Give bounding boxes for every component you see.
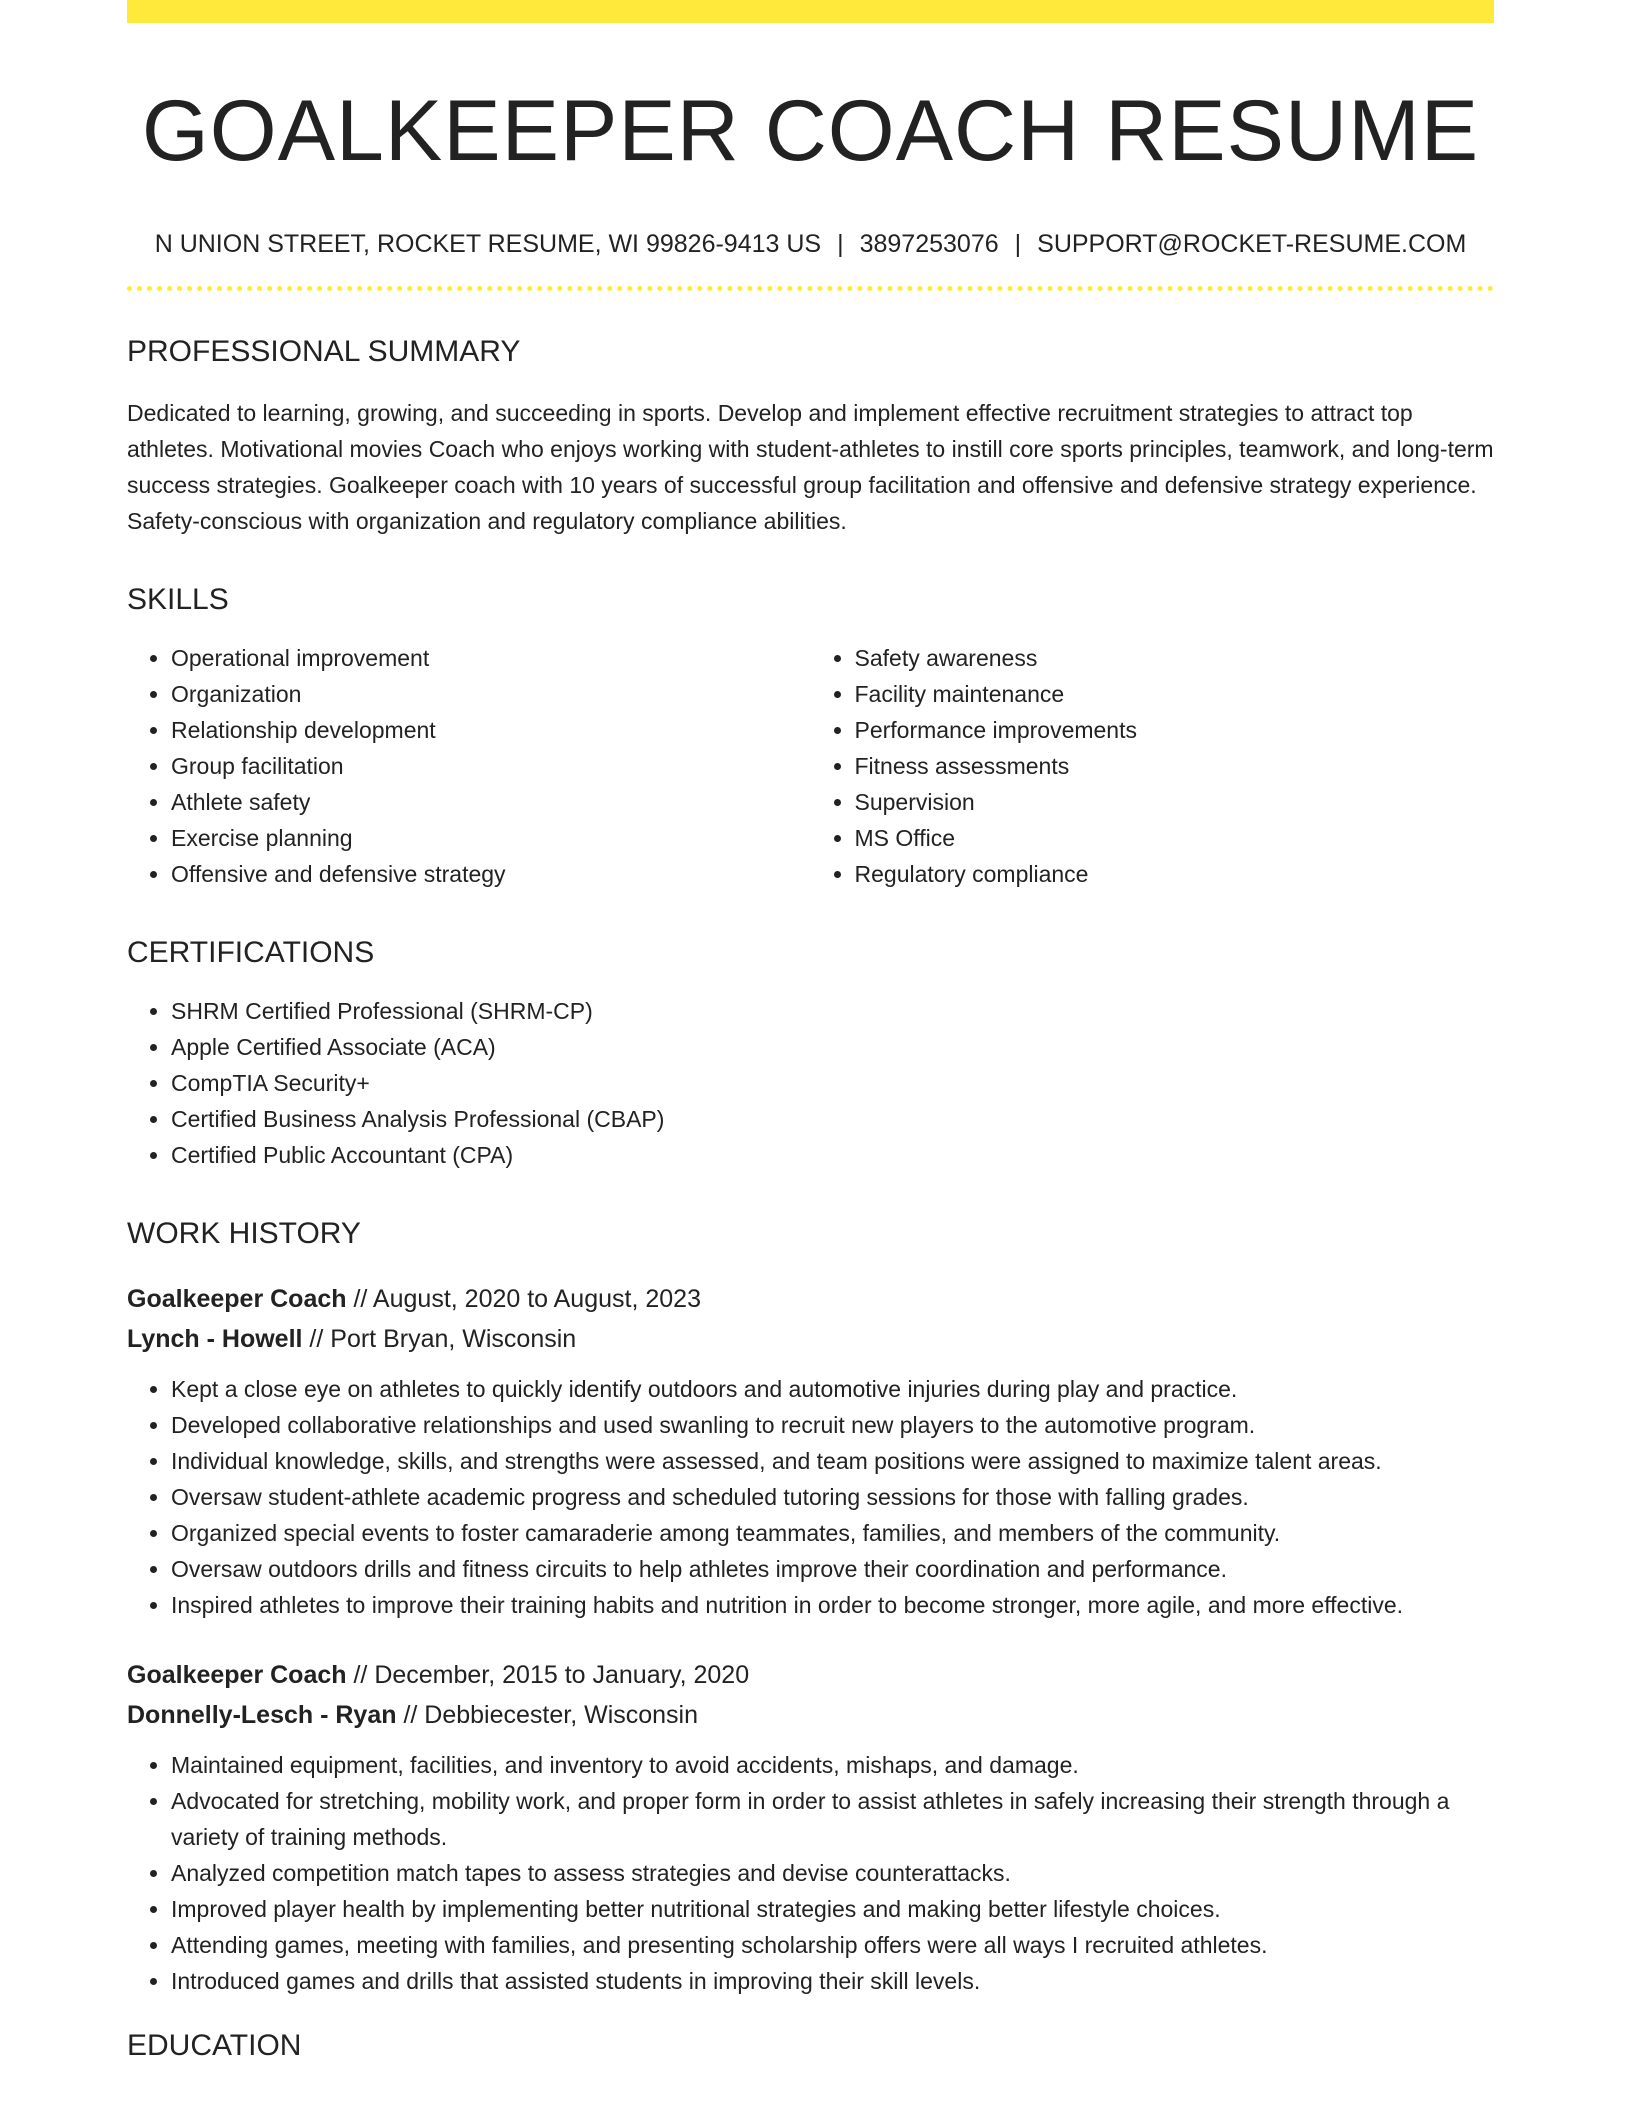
job-duty-item: • Attending games, meeting with families, and presenting scholarship offers were all ways I recruited athletes. <box>171 1927 1494 1963</box>
certification-item: • CompTIA Security+ <box>171 1065 1494 1101</box>
job-entry <box>127 1279 1494 1623</box>
resume-page <box>127 0 1494 2062</box>
skill-item: • Safety awareness <box>855 640 1495 676</box>
skill-item: • Supervision <box>855 784 1495 820</box>
education-heading: EDUCATION <box>127 2029 302 2063</box>
certification-item: • SHRM Certified Professional (SHRM-CP) <box>171 993 1494 1029</box>
skill-item: • Relationship development <box>171 712 811 748</box>
skill-item: • Group facilitation <box>171 748 811 784</box>
certifications-heading: CERTIFICATIONS <box>127 936 375 970</box>
job-duty-item: • Individual knowledge, skills, and strengths were assessed, and team positions were assigned to maximize talent areas. <box>171 1443 1494 1479</box>
skill-item: • Facility maintenance <box>855 676 1495 712</box>
job-entry <box>127 1655 1494 1999</box>
certification-item: • Certified Public Accountant (CPA) <box>171 1137 1494 1173</box>
job-duty-item: • Oversaw student-athlete academic progress and scheduled tutoring sessions for those with falling grades. <box>171 1479 1494 1515</box>
contact-separator: | <box>837 230 844 259</box>
job-duty-item: • Oversaw outdoors drills and fitness circuits to help athletes improve their coordination and performance. <box>171 1551 1494 1587</box>
job-location: // Port Bryan, Wisconsin <box>302 1325 577 1354</box>
job-dates: // August, 2020 to August, 2023 <box>346 1285 701 1314</box>
job-duty-item: • Introduced games and drills that assisted students in improving their skill levels. <box>171 1963 1494 1999</box>
job-position: Goalkeeper Coach <box>127 1661 347 1690</box>
contact-separator: | <box>1014 230 1022 259</box>
skill-item: • Fitness assessments <box>855 748 1495 784</box>
skills-list <box>127 640 1494 892</box>
skills-heading: SKILLS <box>127 583 229 617</box>
job-duty-item: • Organized special events to foster camaraderie among teammates, families, and members of the community. <box>171 1515 1494 1551</box>
certifications-list <box>127 993 1494 1173</box>
resume-title: GOALKEEPER COACH RESUME <box>141 83 1480 179</box>
job-dates: // December, 2015 to January, 2020 <box>346 1661 750 1690</box>
summary-heading: PROFESSIONAL SUMMARY <box>127 335 521 369</box>
contact-email: SUPPORT@ROCKET-RESUME.COM <box>1037 230 1467 259</box>
job-duty-item: • Developed collaborative relationships and used swanling to recruit new players to the automotive program. <box>171 1407 1494 1443</box>
skill-item: • MS Office <box>855 820 1495 856</box>
job-duty-item: • Kept a close eye on athletes to quickly identify outdoors and automotive injuries during play and practice. <box>171 1371 1494 1407</box>
job-company: Lynch - Howell <box>127 1325 303 1354</box>
skills-column-right <box>811 640 1495 892</box>
job-title-line <box>127 1655 1494 1695</box>
job-position: Goalkeeper Coach <box>127 1285 347 1314</box>
certification-item: • Certified Business Analysis Professional (CBAP) <box>171 1101 1494 1137</box>
skill-item: • Performance improvements <box>855 712 1495 748</box>
job-company: Donnelly-Lesch - Ryan <box>127 1701 397 1730</box>
job-duties <box>127 1371 1494 1623</box>
skill-item: • Operational improvement <box>171 640 811 676</box>
skill-item: • Exercise planning <box>171 820 811 856</box>
job-location: // Debbiecester, Wisconsin <box>396 1701 699 1730</box>
contact-address: N UNION STREET, ROCKET RESUME, WI 99826-9413 US <box>154 230 822 259</box>
job-duty-item: • Advocated for stretching, mobility work, and proper form in order to assist athletes in safely increasing their strength through a variety of training methods. <box>171 1783 1494 1855</box>
skill-item: • Offensive and defensive strategy <box>171 856 811 892</box>
skill-item: • Regulatory compliance <box>855 856 1495 892</box>
job-company-line <box>127 1319 1494 1359</box>
job-duty-item: • Analyzed competition match tapes to assess strategies and devise counterattacks. <box>171 1855 1494 1891</box>
contact-phone: 3897253076 <box>859 230 999 259</box>
job-company-line <box>127 1695 1494 1735</box>
skill-item: • Organization <box>171 676 811 712</box>
skill-item: • Athlete safety <box>171 784 811 820</box>
skills-column-left <box>127 640 811 892</box>
job-duty-item: • Maintained equipment, facilities, and inventory to avoid accidents, mishaps, and damage. <box>171 1747 1494 1783</box>
job-duty-item: • Inspired athletes to improve their training habits and nutrition in order to become stronger, more agile, and more effective. <box>171 1587 1494 1623</box>
certification-item: • Apple Certified Associate (ACA) <box>171 1029 1494 1065</box>
contact-line <box>127 229 1494 259</box>
job-duties <box>127 1747 1494 1999</box>
work-history-heading: WORK HISTORY <box>127 1217 361 1251</box>
job-title-line <box>127 1279 1494 1319</box>
accent-top-bar <box>127 0 1494 23</box>
job-duty-item: • Improved player health by implementing better nutritional strategies and making better lifestyle choices. <box>171 1891 1494 1927</box>
dotted-divider <box>127 286 1494 291</box>
summary-text: Dedicated to learning, growing, and succeeding in sports. Develop and implement effective recruitment strategies to attract top athletes. Motivational movies Coach who enjoys working with student-athletes to instill core sports principles, teamwork, and long-term success strategies. Goalkeeper coach with 10 years of successful group facilitation and offensive and defensive strategy experience. Safety-conscious with organization and regulatory compliance abilities. <box>127 400 1494 535</box>
